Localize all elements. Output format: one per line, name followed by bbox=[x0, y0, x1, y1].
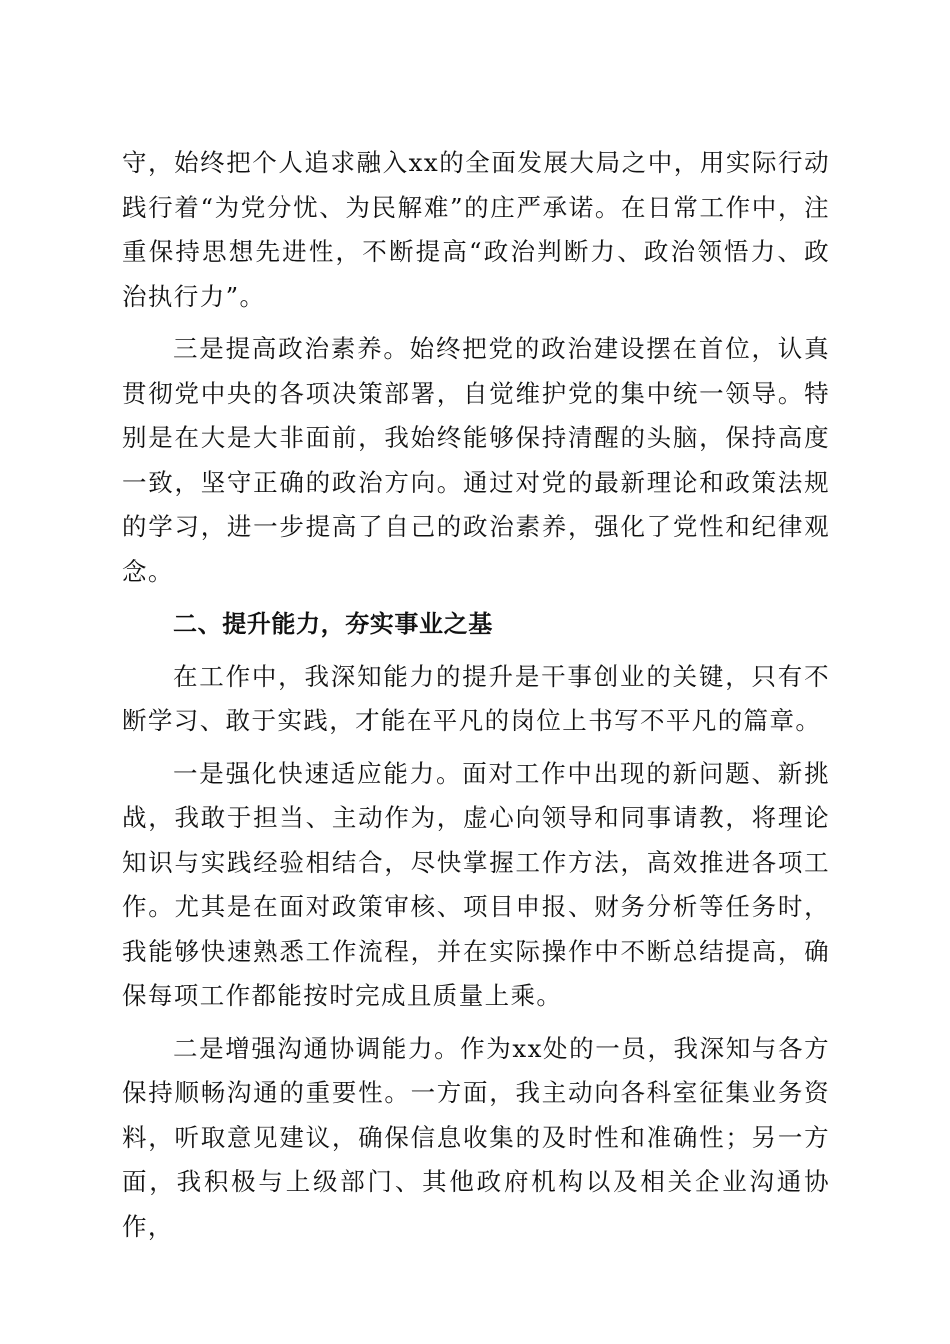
paragraph-lead: 三是提高政治素养。 bbox=[173, 334, 410, 363]
paragraph-communication bbox=[122, 1027, 830, 1250]
paragraph-text: 在工作中，我深知能力的提升是干事创业的关键，只有不断学习、敢于实践，才能在平凡的岗位上书写不平凡的篇章。 bbox=[122, 661, 830, 735]
paragraph-text: 始终把党的政治建设摆在首位，认真贯彻党中央的各项决策部署，自觉维护党的集中统一领导。特别是在大是大非面前，我始终能够保持清醒的头脑，保持高度一致，坚守正确的政治方向。通过对党的最新理论和政策法规的学习，进一步提高了自己的政治素养，强化了党性和纪律观念。 bbox=[122, 334, 830, 586]
paragraph-intro-ability bbox=[122, 655, 830, 744]
paragraph-lead: 二是增强沟通协调能力。 bbox=[173, 1033, 461, 1063]
paragraph-adaptability bbox=[122, 752, 830, 1019]
document-body bbox=[122, 141, 830, 1257]
section-heading: 二、提升能力，夯实事业之基 bbox=[173, 610, 493, 638]
paragraph-continuation bbox=[122, 141, 830, 319]
paragraph-text: 守，始终把个人追求融入xx的全面发展大局之中，用实际行动践行着“为党分忧、为民解难”的庄严承诺。在日常工作中，注重保持思想先进性，不断提高“政治判断力、政治领悟力、政治执行力”。 bbox=[122, 148, 830, 311]
paragraph-political-literacy bbox=[122, 327, 830, 594]
paragraph-text: 作为xx处的一员，我深知与各方保持顺畅沟通的重要性。一方面，我主动向各科室征集业务资料，听取意见建议，确保信息收集的及时性和准确性；另一方面，我积极与上级部门、其他政府机构以及相关企业沟通协作， bbox=[122, 1033, 830, 1241]
paragraph-lead: 一是强化快速适应能力。 bbox=[173, 758, 463, 788]
paragraph-text: 面对工作中出现的新问题、新挑战，我敢于担当、主动作为，虚心向领导和同事请教，将理论知识与实践经验相结合，尽快掌握工作方法，高效推进各项工作。尤其是在面对政策审核、项目申报、财务分析等任务时，我能够快速熟悉工作流程，并在实际操作中不断总结提高，确保每项工作都能按时完成且质量上乘。 bbox=[122, 758, 830, 1010]
